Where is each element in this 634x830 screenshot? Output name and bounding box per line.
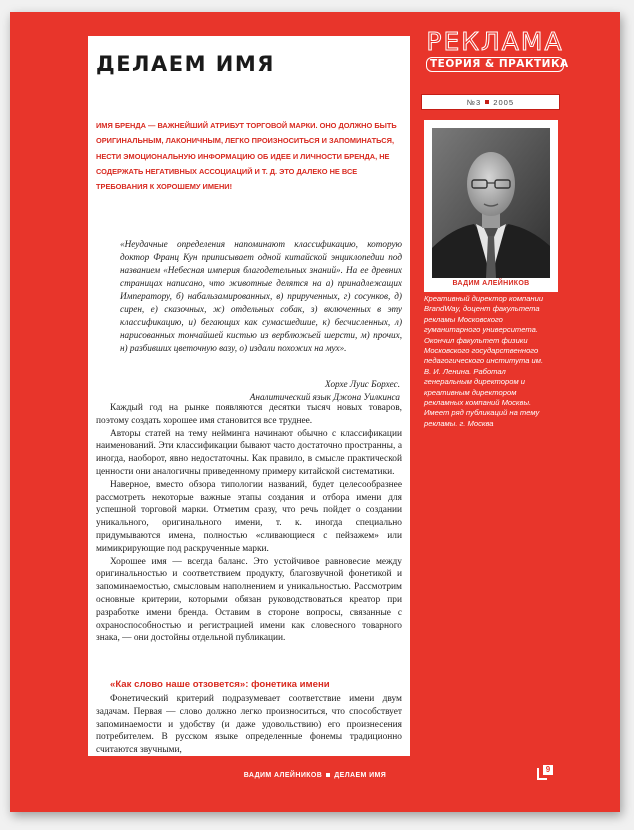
article-body	[96, 402, 402, 645]
magazine-masthead	[426, 27, 569, 73]
body-paragraph: Фонетический критерий подразумевает соответствие имени двум задачам. Первая — слово должно легко произноситься, что способствует запоминаемости и удобству (и даже удовольствию) его произнесения потребителем. В русском языке определенные фонемы традиционно считаются звучными,	[96, 694, 402, 756]
epigraph-source: Аналитический язык Джона Уилкинса	[249, 392, 400, 402]
issue-year: 2005	[493, 97, 515, 107]
author-bio: Креативный директор компании BrandWay, доцент факультета рекламы Московского гуманитарного университета. Окончил факультет физики Московского государственного педагогического института им. В. И. Ленина. Работал генеральным директором и креативным директором рекламных компаний Москвы. Имеет ряд публикаций на тему рекламы. г. Москва	[424, 294, 544, 428]
page-footer	[10, 772, 620, 779]
body-paragraph: Наверное, вместо обзора типологии названий, будет целесообразнее рассмотреть некоторые важные этапы создания и отбора имени для успешной торговой марки. Отметим сразу, что речь пойдет о создании уникального, оригинального имени, т. к. иногда специально придумываются имена, полностью «сливающиеся с пейзажем» или мимикрирующие под раскрученные марки.	[96, 479, 402, 554]
epigraph-quote: «Неудачные определения напоминают классификацию, которую доктор Франц Кун приписывает одной китайской энциклопедии под названием «Небесная империя благодетельных знаний». На ее древних страницах написано, что животные делятся на а) принадлежащих Императору, б) набальзамированных, в) прирученных, г) сосунков, д) сирен, е) сказочных, ж) отдельных собак, з) включенных в эту классификацию, и) бегающих как сумасшедшие, к) бесчисленных, л) нарисованных тончайшей кистью из верблюжьей шерсти, м) прочих, н) разбивших цветочную вазу, о) издали похожих на мух».	[120, 239, 402, 353]
separator-square-icon	[485, 100, 489, 104]
footer-section: ДЕЛАЕМ ИМЯ	[334, 772, 387, 779]
section-subheading: «Как слово наше отзовется»: фонетика имени	[110, 679, 330, 690]
author-name: ВАДИМ АЛЕЙНИКОВ	[452, 280, 530, 287]
tagline-right: ПРАКТИКА	[498, 58, 569, 70]
magazine-page	[10, 12, 620, 812]
epigraph-attribution	[250, 378, 400, 404]
page-number-badge	[537, 765, 553, 781]
tagline-left: ТЕОРИЯ	[430, 58, 481, 70]
magazine-tagline	[426, 57, 569, 72]
footer-author: ВАДИМ АЛЕЙНИКОВ	[243, 772, 323, 779]
magazine-name: РЕКЛАМА	[426, 27, 564, 56]
article-lead: ИМЯ БРЕНДА — ВАЖНЕЙШИЙ АТРИБУТ ТОРГОВОЙ МАРКИ. ОНО ДОЛЖНО БЫТЬ ОРИГИНАЛЬНЫМ, ЛАКОНИЧНЫМ, ЛЕГКО ПРОИЗНОСИТЬСЯ И ЗАПОМИНАТЬСЯ, НЕСТИ ЭМОЦИОНАЛЬНУЮ ИНФОРМАЦИЮ ОБ ИДЕЕ И ЛИЧНОСТИ БРЕНДА, НЕ СОДЕРЖАТЬ НЕГАТИВНЫХ АССОЦИАЦИЙ И Т. Д. ЭТО ДАЛЕКО НЕ ВСЕ ТРЕБОВАНИЯ К ХОРОШЕМУ ИМЕНИ!	[96, 121, 397, 192]
separator-square-icon	[326, 773, 330, 777]
issue-box	[421, 94, 560, 110]
issue-number: №3	[466, 97, 482, 107]
author-portrait-icon	[432, 128, 550, 278]
body-paragraph: Авторы статей на тему нейминга начинают обычно с классификации наименований. Эти классификации бывают часто достаточно пространны, а иногда, наоборот, явно недостаточны. Как правило, в смысле практической ценности они аналогичны приведенному примеру китайской систематики.	[96, 428, 402, 477]
body-paragraph: Хорошее имя — всегда баланс. Это устойчивое равновесие между оригинальностью и соответствием продукту, благозвучной фонетикой и запоминаемостью, смысловым наполнением и уникальностью. Рассмотрим основные критерии, которыми обязан руководствоваться креатор при разработке имени бренда. Оставим в стороне вопросы, связанные с охраноспособностью и регистрацией имени как словесного товарного знака, — они достойны отдельной публикации.	[96, 556, 402, 644]
article-column	[88, 36, 410, 756]
author-photo-panel	[424, 120, 558, 292]
article-body-continued	[96, 693, 402, 757]
epigraph-author: Хорхе Луис Борхес.	[325, 379, 400, 389]
tagline-ampersand: &	[485, 58, 495, 70]
article-title: ДЕЛАЕМ ИМЯ	[96, 52, 275, 76]
page-number: 9	[543, 765, 553, 775]
body-paragraph: Каждый год на рынке появляются десятки тысяч новых товаров, поэтому создать хорошее имя становится все труднее.	[96, 403, 402, 426]
